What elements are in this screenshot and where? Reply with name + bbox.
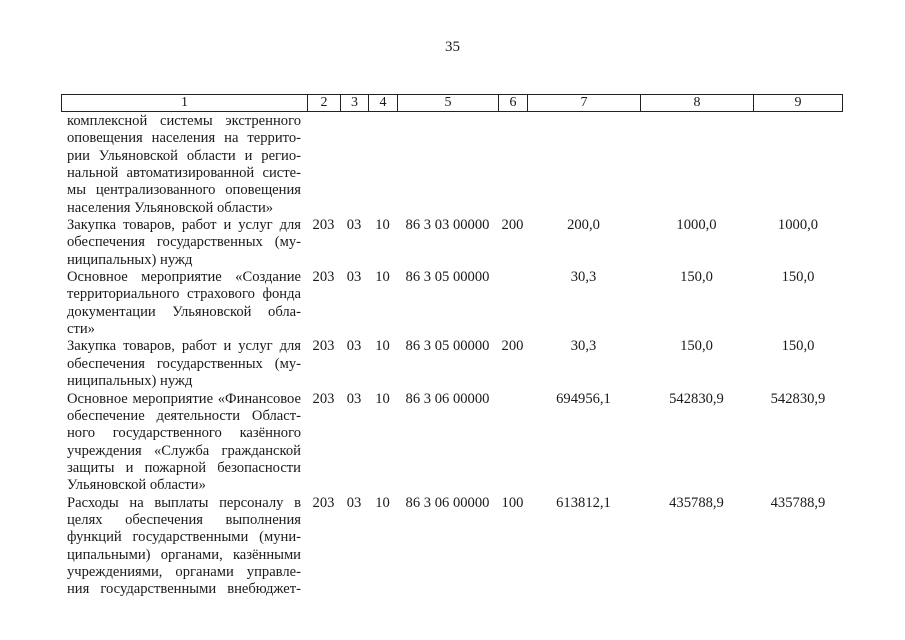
cell-col-7: 694956,1	[556, 390, 611, 407]
table-row	[61, 113, 843, 217]
cell-col-2: 203	[312, 217, 335, 234]
cell-col-8: 150,0	[680, 338, 713, 355]
text-line: Ульяновской области»	[67, 477, 206, 494]
cell-col-6: 200	[501, 338, 524, 355]
text-line: сти»	[67, 321, 95, 338]
cell-col-8: 1000,0	[676, 217, 717, 234]
header-cell-9: 9	[753, 95, 843, 111]
text-line: документации Ульяновской обла-	[67, 303, 301, 320]
cell-col-4: 10	[375, 269, 390, 286]
cell-col-9: 435788,9	[770, 494, 826, 511]
text-line: комплексной системы экстренного	[67, 113, 301, 129]
text-line: Расходы на выплаты персоналу в	[67, 494, 301, 511]
header-cell-6: 6	[498, 95, 527, 111]
cell-col-9: 542830,9	[770, 390, 826, 407]
cell-col-8: 435788,9	[669, 494, 724, 511]
cell-col-2: 203	[312, 338, 335, 355]
cell-col-6	[498, 269, 527, 338]
cell-col-7: 30,3	[570, 338, 597, 355]
table-row	[61, 391, 843, 495]
row-description	[61, 391, 307, 495]
cell-col-5: 86 3 06 00000	[405, 390, 490, 407]
header-cell-1: 1	[61, 95, 307, 111]
cell-col-5: 86 3 05 00000	[405, 269, 490, 286]
cell-col-3: 03	[346, 338, 362, 355]
row-description	[61, 269, 307, 338]
cell-col-9: 150,0	[781, 338, 815, 355]
cell-col-3: 03	[346, 390, 362, 407]
budget-table	[61, 94, 843, 599]
text-line: обеспечения государственных (му-	[67, 234, 301, 251]
text-line: территориального страхового фонда	[67, 286, 301, 303]
cell-col-9: 1000,0	[777, 217, 819, 234]
cell-col-3: 03	[346, 269, 362, 286]
cell-col-5: 86 3 05 00000	[405, 338, 490, 355]
text-line: нальной автоматизированной систе-	[67, 165, 301, 182]
cell-col-3: 03	[346, 217, 362, 234]
text-line: Основное мероприятие «Создание	[67, 269, 301, 286]
page-number: 35	[445, 39, 460, 55]
header-cell-7: 7	[527, 95, 640, 111]
table-header-row	[61, 94, 843, 112]
text-line: ниципальных) нужд	[67, 251, 193, 268]
cell-col-8: 150,0	[680, 269, 713, 286]
header-cell-3: 3	[340, 95, 368, 111]
text-line: Закупка товаров, работ и услуг для	[67, 338, 301, 355]
text-line: функций государственными (муни-	[67, 529, 301, 546]
cell-col-3: 03	[346, 494, 362, 511]
cell-col-4: 10	[375, 217, 390, 234]
text-line: обеспечение деятельности Област-	[67, 407, 301, 424]
text-line: защиты и пожарной безопасности	[67, 459, 301, 476]
text-line: населения Ульяновской области»	[67, 199, 274, 216]
cell-col-8: 542830,9	[669, 390, 724, 407]
text-line: учреждениями, органами управле-	[67, 563, 301, 580]
table-body	[61, 113, 843, 599]
row-description	[61, 495, 307, 599]
cell-col-6	[498, 391, 527, 495]
text-line: ного государственного казённого	[67, 425, 301, 442]
cell-col-5: 86 3 06 00000	[405, 494, 490, 511]
cell-col-7: 30,3	[570, 269, 597, 286]
cell-col-4: 10	[375, 494, 390, 511]
row-description	[61, 217, 307, 269]
text-line: целях обеспечения выполнения	[67, 511, 301, 528]
text-line: обеспечения государственных (му-	[67, 355, 301, 372]
cell-col-7: 613812,1	[556, 494, 611, 511]
text-line: ния государственными внебюджет-	[67, 581, 301, 598]
text-line: учреждения «Служба гражданской	[67, 442, 301, 459]
text-line: мы централизованного оповещения	[67, 182, 301, 199]
header-cell-4: 4	[368, 95, 397, 111]
text-line: рии Ульяновской области и регио-	[67, 147, 301, 164]
header-cell-2: 2	[307, 95, 340, 111]
cell-col-6: 100	[501, 494, 524, 511]
cell-col-9: 150,0	[781, 269, 815, 286]
row-description	[61, 113, 307, 217]
table-row	[61, 269, 843, 338]
header-cell-5: 5	[397, 95, 498, 111]
text-line: Основное мероприятие «Финансовое	[67, 390, 301, 407]
cell-col-4: 10	[375, 390, 390, 407]
cell-col-6: 200	[501, 217, 524, 234]
header-cell-8: 8	[640, 95, 753, 111]
cell-col-2: 203	[312, 269, 335, 286]
cell-col-5: 86 3 03 00000	[405, 217, 490, 234]
table-row	[61, 217, 843, 269]
cell-col-4: 10	[375, 338, 390, 355]
text-line: оповещения населения на террито-	[67, 130, 301, 147]
cell-col-7: 200,0	[567, 217, 600, 234]
cell-col-2: 203	[312, 390, 335, 407]
table-row	[61, 495, 843, 599]
text-line: ниципальных) нужд	[67, 373, 193, 390]
text-line: Закупка товаров, работ и услуг для	[67, 217, 301, 234]
row-description	[61, 338, 307, 390]
table-row	[61, 338, 843, 390]
cell-col-2: 203	[312, 494, 335, 511]
text-line: ципальными) органами, казёнными	[67, 546, 301, 563]
